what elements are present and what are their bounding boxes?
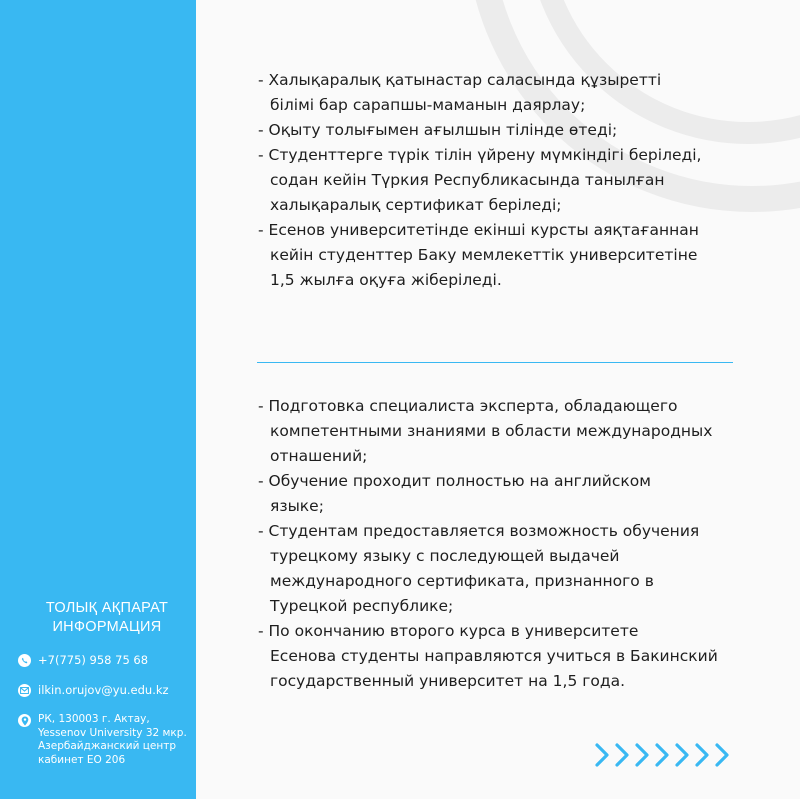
bullet-text: международного сертификата, признанного в [270, 572, 654, 590]
bullet-text: - Халықаралық қатынастар саласында құзыретті [258, 71, 662, 89]
chevron-right-icon [614, 742, 630, 768]
bullet-text: - Студентам предоставляется возможность обучения [258, 522, 700, 540]
address-line: кабинет ЕО 206 [38, 753, 126, 766]
chevron-right-icon [674, 742, 690, 768]
bullet-text: содан кейін Түркия Республикасында танылған [270, 171, 665, 189]
contact-phone-row [18, 653, 148, 667]
contact-phone[interactable]: +7(775) 958 75 68 [38, 653, 149, 667]
bullet-text: - Оқыту толығымен ағылшын тілінде өтеді; [258, 121, 618, 139]
contact-address [38, 713, 187, 767]
bullet-item [258, 118, 778, 143]
chevron-right-icon [714, 742, 730, 768]
whatsapp-icon [18, 654, 31, 667]
ru-bullet-list [258, 394, 778, 694]
left-accent-panel [0, 0, 196, 799]
chevron-right-icon [654, 742, 670, 768]
bullet-item [258, 519, 778, 619]
bullet-item [258, 218, 778, 293]
bullet-text: компетентными знаниями в области международных [270, 422, 713, 440]
address-line: РК, 130003 г. Актау, [38, 713, 150, 725]
contact-block [18, 599, 196, 766]
bullet-text: - Обучение проходит полностью на английском [258, 472, 651, 490]
contact-title-ru: ИНФОРМАЦИЯ [52, 619, 162, 635]
chevron-right-icon [594, 742, 610, 768]
kz-bullet-list [258, 68, 778, 293]
bullet-text: турецкому языку с последующей выдачей [270, 547, 620, 565]
location-pin-icon [18, 714, 31, 727]
bullet-text: кейін студенттер Баку мемлекеттік университетіне [270, 246, 698, 264]
bullet-item [258, 469, 778, 519]
bullet-text: халықаралық сертификат беріледі; [270, 196, 562, 214]
chevron-right-icon [694, 742, 710, 768]
bullet-item [258, 619, 778, 694]
bullet-text: - По окончанию второго курса в университете [258, 622, 639, 640]
contact-title-kz: ТОЛЫҚ АҚПАРАТ [45, 600, 169, 616]
bullet-item [258, 394, 778, 469]
contact-email-row [18, 683, 169, 697]
contact-title [18, 599, 196, 637]
section-divider [257, 362, 733, 363]
bullet-text: - Подготовка специалиста эксперта, обладающего [258, 397, 678, 415]
bullet-text: білімі бар сарапшы-маманын даярлау; [270, 96, 586, 114]
address-line: Yessenov University 32 мкр. [38, 726, 187, 739]
bullet-text: 1,5 жылға оқуға жіберіледі. [270, 271, 502, 289]
mail-icon [18, 684, 31, 697]
chevron-right-icon [634, 742, 650, 768]
contact-email[interactable]: ilkin.orujov@yu.edu.kz [38, 683, 169, 697]
bullet-text: - Есенов университетінде екінші курсты аяқтағаннан [258, 221, 699, 239]
bullet-text: Есенова студенты направляются учиться в Бакинский [270, 647, 718, 665]
bullet-text: отнашений; [270, 447, 368, 465]
bullet-text: - Студенттерге түрік тілін үйрену мүмкіндігі беріледі, [258, 146, 702, 164]
contact-address-row [18, 713, 187, 767]
address-line: Азербайджанский центр [38, 740, 176, 752]
chevrons-icon [594, 742, 730, 768]
bullet-text: Турецкой республике; [270, 597, 454, 615]
bullet-text: государственный университет на 1,5 года. [270, 672, 626, 690]
bullet-item [258, 143, 778, 218]
bullet-item [258, 68, 778, 118]
bullet-text: языке; [270, 497, 324, 515]
